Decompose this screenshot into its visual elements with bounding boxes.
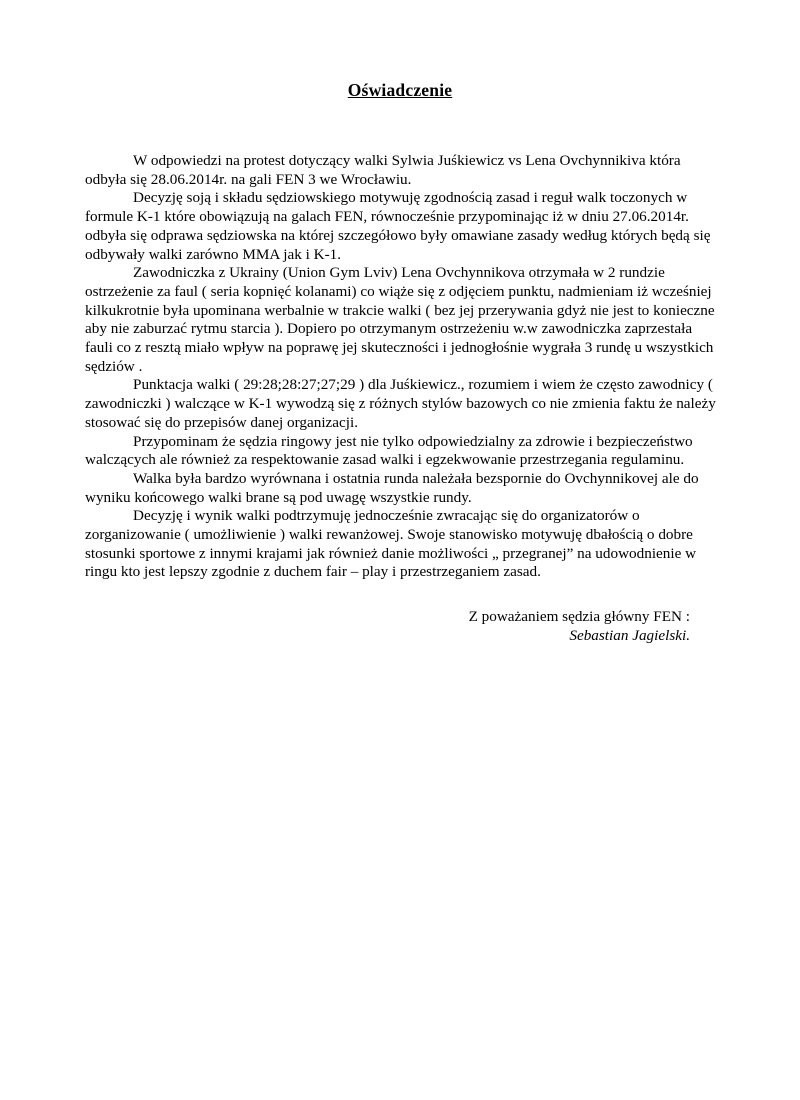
signature-closing: Z poważaniem sędzia główny FEN : [468,608,690,626]
document-title: Oświadczenie [347,80,453,100]
paragraph-foul-description: Zawodniczka z Ukrainy (Union Gym Lviv) Lena Ovchynnikova otrzymała w 2 rundzie ostrzeżenie za faul ( seria kopnięć kolanami) co wiąże się z odjęciem punktu, nadmieniam iż wcześniej kilkukrotnie była upominana werbalnie w trakcie walki ( bez jej przerywania gdyż nie jest to konieczne aby nie zaburzać rytmu starcia ). Dopiero po otrzymanym ostrzeżeniu w.w zawodniczka zaprzestała fauli co z resztą miało wpływ na poprawę jej skuteczności i jednogłośnie wygrała 3 rundę u wszystkich sędziów . [85,264,715,375]
paragraph-scoring: Punktacja walki ( 29:28;28:27;27;29 ) dla Juśkiewicz., rozumiem i wiem że często zawodnicy ( zawodniczki ) walczące w K-1 wywodzą się z różnych stylów bazowych co nie zmienia faktu że należy stosować się do przepisów danej organizacji. [85,376,716,431]
signature-name: Sebastian Jagielski. [569,626,690,644]
document-body [85,152,717,646]
paragraph-decision-rationale: Decyzję soją i składu sędziowskiego motywuję zgodnością zasad i reguł walk toczonych w formule K-1 które obowiązują na galach FEN, równocześnie przypominając iż w dniu 27.06.2014r. odbyła się odprawa sędziowska na której szczegółowo były omawiane zasady według których będą się odbywały walki zarówno MMA jak i K-1. [85,189,711,263]
paragraph-fight-evenness: Walka była bardzo wyrównana i ostatnia runda należała bezspornie do Ovchynnikovej ale do wyniku końcowego walki brane są pod uwagę wszystkie rundy. [85,469,699,506]
paragraph-intro: W odpowiedzi na protest dotyczący walki Sylwia Juśkiewicz vs Lena Ovchynnikiva która odbyła się 28.06.2014r. na gali FEN 3 we Wrocławiu. [85,152,681,188]
paragraph-rematch-proposal: Decyzję i wynik walki podtrzymuję jednocześnie zwracając się do organizatorów o zorganizowanie ( umożliwienie ) walki rewanżowej. Swoje stanowisko motywuję dbałością o dobre stosunki sportowe z innymi krajami jak również danie możliwości „ przegranej” na udowodnienie w ringu kto jest lepszy zgodnie z duchem fair – play i przestrzeganiem zasad. [85,507,697,581]
paragraph-referee-duties: Przypominam że sędzia ringowy jest nie tylko odpowiedzialny za zdrowie i bezpieczeństwo walczących ale również za respektowanie zasad walki i egzekwowanie przestrzegania regulaminu. [85,432,693,469]
signature-block [85,608,717,645]
